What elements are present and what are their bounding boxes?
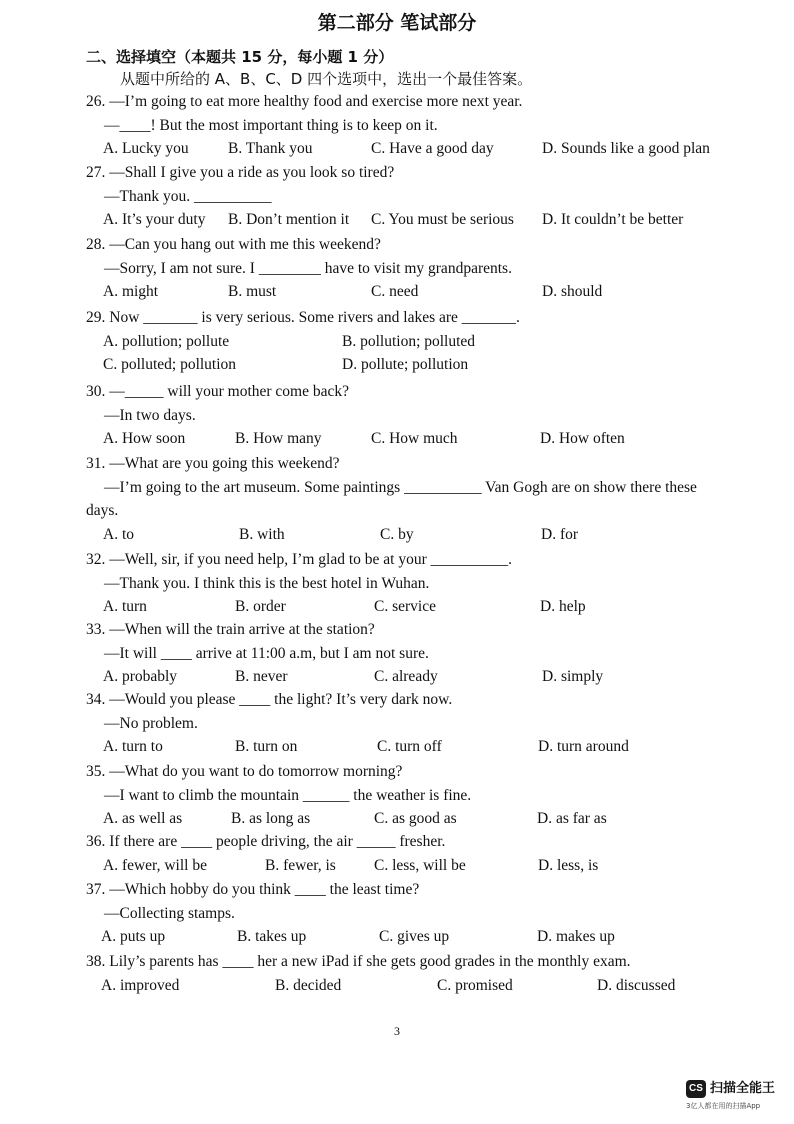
answer-option[interactable]: B. takes up	[237, 928, 307, 945]
answer-option[interactable]: D. Sounds like a good plan	[542, 140, 710, 157]
page-number: 3	[394, 1024, 400, 1038]
question-stem: 29. Now _______ is very serious. Some rivers and lakes are _______.	[86, 309, 520, 326]
answer-option[interactable]: A. turn to	[103, 738, 163, 755]
answer-option[interactable]: A. How soon	[103, 430, 186, 447]
question-dialogue-line: —Thank you. I think this is the best hotel in Wuhan.	[104, 574, 430, 592]
answer-option[interactable]: B. as long as	[231, 810, 311, 827]
answer-option[interactable]: A. It’s your duty	[103, 211, 206, 228]
question-dialogue-line: —No problem.	[104, 714, 198, 732]
answer-option[interactable]: D. turn around	[538, 738, 629, 755]
answer-option[interactable]: B. decided	[275, 976, 342, 994]
section-title: 二、选择填空（本题共 15 分，每小题 1 分）	[86, 48, 394, 66]
answer-option[interactable]: C. gives up	[379, 928, 450, 945]
camscanner-logo-icon: CS	[686, 1080, 706, 1098]
question-dialogue-line: —In two days.	[104, 406, 196, 424]
answer-option[interactable]: D. should	[542, 283, 603, 300]
answer-option[interactable]: C. You must be serious	[371, 211, 514, 228]
question-stem: 28. —Can you hang out with me this weekend?	[86, 236, 381, 253]
question-dialogue-line: —Thank you. __________	[104, 187, 272, 205]
answer-option[interactable]: C. How much	[371, 430, 458, 447]
answer-option[interactable]: B. Don’t mention it	[228, 211, 350, 228]
answer-option[interactable]: B. with	[239, 525, 285, 543]
answer-option[interactable]: D. less, is	[538, 856, 599, 874]
answer-option[interactable]: A. improved	[101, 976, 180, 994]
answer-option[interactable]: B. order	[235, 598, 286, 615]
answer-option[interactable]: C. promised	[437, 976, 513, 994]
answer-option[interactable]: A. Lucky you	[103, 140, 189, 157]
answer-option[interactable]: A. fewer, will be	[103, 856, 207, 874]
answer-option[interactable]: D. as far as	[537, 810, 607, 827]
answer-option[interactable]: D. How often	[540, 430, 625, 447]
answer-option[interactable]: C. turn off	[377, 738, 442, 755]
answer-option[interactable]: D. simply	[542, 668, 604, 685]
answer-option[interactable]: B. How many	[235, 430, 322, 447]
question-stem: 32. —Well, sir, if you need help, I’m glad to be at your __________.	[86, 551, 513, 568]
answer-option[interactable]: D. makes up	[537, 928, 615, 945]
question-stem: 30. —_____ will your mother come back?	[86, 383, 350, 400]
question-dialogue-line: —Collecting stamps.	[104, 904, 235, 922]
question-stem: 33. —When will the train arrive at the station?	[86, 621, 375, 638]
question-dialogue-line: —Sorry, I am not sure. I ________ have to visit my grandparents.	[104, 259, 512, 277]
question-stem: 35. —What do you want to do tomorrow morning?	[86, 763, 403, 780]
answer-option[interactable]: B. turn on	[235, 738, 298, 755]
part-title: 第二部分 笔试部分	[317, 12, 477, 34]
answer-option[interactable]: D. help	[540, 598, 586, 615]
watermark-app-name: 扫描全能王	[710, 1081, 776, 1096]
answer-option[interactable]: A. pollution; pollute	[103, 332, 230, 350]
answer-option[interactable]: D. discussed	[597, 976, 676, 994]
answer-option[interactable]: B. must	[228, 283, 277, 300]
answer-option[interactable]: B. pollution; polluted	[342, 332, 476, 350]
answer-option[interactable]: C. already	[374, 668, 438, 685]
answer-option[interactable]: A. probably	[103, 668, 178, 685]
question-dialogue-line: —____! But the most important thing is to keep on it.	[104, 116, 438, 134]
answer-option[interactable]: D. It couldn’t be better	[542, 211, 684, 228]
question-dialogue-line: —I’m going to the art museum. Some paintings __________ Van Gogh are on show there these	[104, 478, 697, 496]
question-stem: 37. —Which hobby do you think ____ the least time?	[86, 881, 420, 898]
answer-option[interactable]: B. never	[235, 668, 288, 685]
answer-option[interactable]: B. fewer, is	[265, 856, 336, 874]
answer-option[interactable]: B. Thank you	[228, 140, 313, 157]
answer-option[interactable]: C. Have a good day	[371, 140, 494, 157]
question-stem: 36. If there are ____ people driving, the air _____ fresher.	[86, 833, 446, 850]
question-stem: 31. —What are you going this weekend?	[86, 455, 340, 472]
answer-option[interactable]: C. service	[374, 598, 436, 615]
question-stem: 38. Lily’s parents has ____ her a new iPad if she gets good grades in the monthly exam.	[86, 953, 631, 970]
answer-option[interactable]: A. to	[103, 525, 134, 543]
answer-option[interactable]: D. pollute; pollution	[342, 356, 469, 373]
answer-option[interactable]: A. might	[103, 283, 159, 300]
answer-option[interactable]: C. less, will be	[374, 856, 466, 874]
scanner-watermark	[686, 1080, 786, 1114]
question-stem: 34. —Would you please ____ the light? It’s very dark now.	[86, 691, 453, 708]
answer-option[interactable]: A. as well as	[103, 810, 183, 827]
question-dialogue-line: —It will ____ arrive at 11:00 a.m, but I am not sure.	[104, 644, 429, 662]
question-dialogue-line: —I want to climb the mountain ______ the weather is fine.	[104, 786, 472, 804]
answer-option[interactable]: C. polluted; pollution	[103, 356, 237, 373]
answer-option[interactable]: C. by	[380, 525, 414, 543]
question-dialogue-line: days.	[86, 502, 119, 519]
question-stem: 27. —Shall I give you a ride as you look so tired?	[86, 164, 395, 181]
answer-option[interactable]: C. as good as	[374, 810, 457, 827]
answer-option[interactable]: A. puts up	[101, 928, 166, 945]
answer-option[interactable]: D. for	[541, 525, 579, 543]
answer-option[interactable]: A. turn	[103, 598, 147, 615]
question-stem: 26. —I’m going to eat more healthy food and exercise more next year.	[86, 93, 523, 110]
watermark-tagline: 3亿人都在用的扫描App	[686, 1102, 761, 1110]
section-instruction: 从题中所给的 A、B、C、D 四个选项中，选出一个最佳答案。	[120, 70, 533, 88]
answer-option[interactable]: C. need	[371, 283, 419, 300]
